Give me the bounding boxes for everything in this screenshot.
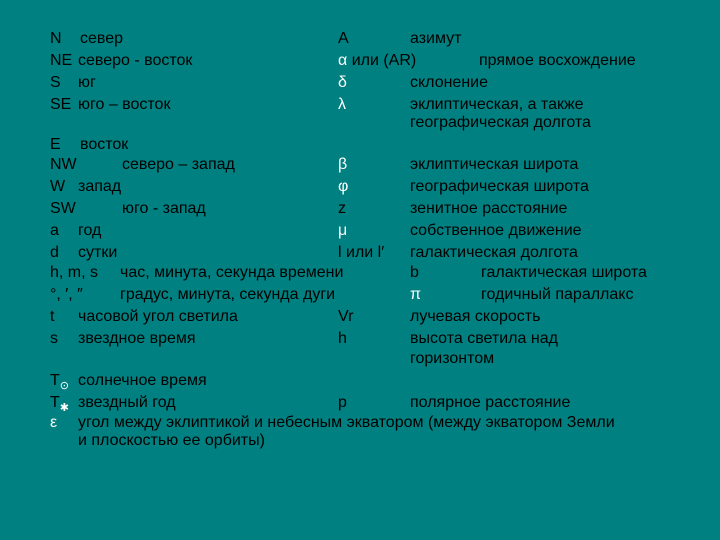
- symbol-tstar: $T_✱$: [50, 394, 69, 414]
- desc-s: юг: [78, 74, 96, 91]
- symbol-e: E: [50, 136, 61, 153]
- symbol-se: SE: [50, 96, 72, 113]
- symbol-delta: δ: [338, 74, 347, 91]
- symbol-tsun: $T_⊙$: [50, 372, 69, 392]
- desc-h: высота светила над: [410, 330, 558, 347]
- symbol-vr: Vr: [338, 308, 354, 325]
- symbol-sw: SW: [50, 200, 76, 217]
- symbol-b: b: [410, 264, 419, 281]
- symbol-t: t: [50, 308, 55, 325]
- desc-n: север: [80, 30, 124, 47]
- desc-l: галактическая долгота: [410, 244, 578, 261]
- symbol-h: h: [338, 330, 347, 347]
- desc-pi: годичный параллакс: [481, 286, 634, 303]
- symbol-w: W: [50, 178, 66, 195]
- desc-A: азимут: [410, 30, 462, 47]
- symbol-beta: β: [338, 156, 348, 173]
- desc-epsilon-2: и плоскостью ее орбиты): [78, 432, 265, 449]
- desc-tsun: солнечное время: [78, 372, 207, 389]
- symbol-pi: π: [410, 286, 422, 303]
- desc-tstar: звездный год: [78, 394, 176, 411]
- symbol-epsilon: ε: [50, 414, 58, 431]
- desc-b: галактическая широта: [481, 264, 647, 281]
- desc-mu: собственное движение: [410, 222, 582, 239]
- desc-delta: склонение: [410, 74, 488, 91]
- desc-lambda-2: географическая долгота: [410, 114, 591, 131]
- symbol-phi: φ: [338, 178, 349, 195]
- desc-epsilon: угол между эклиптикой и небесным экватором (между экватором Земли: [78, 414, 615, 431]
- symbol-nw: NW: [50, 156, 77, 173]
- symbol-a: a: [50, 222, 59, 239]
- symbol-A: A: [338, 30, 349, 47]
- desc-lambda: эклиптическая, а также: [410, 96, 584, 113]
- desc-w: запад: [78, 178, 122, 195]
- symbol-mu: μ: [338, 222, 348, 239]
- sun-icon: ⊙: [59, 380, 69, 392]
- symbol-hms: h, m, s: [50, 264, 99, 281]
- desc-phi: географическая широта: [410, 178, 589, 195]
- symbol-alpha: α или (AR): [338, 52, 417, 69]
- symbol-s2: s: [50, 330, 58, 347]
- desc-e: восток: [80, 136, 129, 153]
- symbol-n: N: [50, 30, 62, 47]
- symbol-l: l или l′: [338, 244, 385, 261]
- desc-deg: градус, минута, секунда дуги: [120, 286, 336, 303]
- desc-d: сутки: [78, 244, 118, 261]
- symbol-ne: NE: [50, 52, 73, 69]
- desc-a: год: [78, 222, 102, 239]
- symbol-rho: p: [338, 394, 347, 411]
- desc-rho: полярное расстояние: [410, 394, 571, 411]
- desc-nw: северо – запад: [122, 156, 235, 173]
- symbol-lambda: λ: [338, 96, 346, 113]
- symbol-z: z: [338, 200, 346, 217]
- desc-beta: эклиптическая широта: [410, 156, 579, 173]
- desc-sw: юго - запад: [122, 200, 206, 217]
- star-icon: ✱: [59, 402, 69, 414]
- symbol-deg: °, ′, ″: [50, 286, 83, 303]
- desc-vr: лучевая скорость: [410, 308, 541, 325]
- desc-se: юго – восток: [78, 96, 171, 113]
- desc-z: зенитное расстояние: [410, 200, 568, 217]
- desc-hms: час, минута, секунда времени: [120, 264, 344, 281]
- desc-ne: северо - восток: [78, 52, 193, 69]
- desc-s2: звездное время: [78, 330, 196, 347]
- desc-t: часовой угол светила: [78, 308, 238, 325]
- symbol-d: d: [50, 244, 59, 261]
- symbol-s: S: [50, 74, 61, 91]
- desc-alpha: прямое восхождение: [479, 52, 636, 69]
- desc-h-2: горизонтом: [410, 350, 495, 367]
